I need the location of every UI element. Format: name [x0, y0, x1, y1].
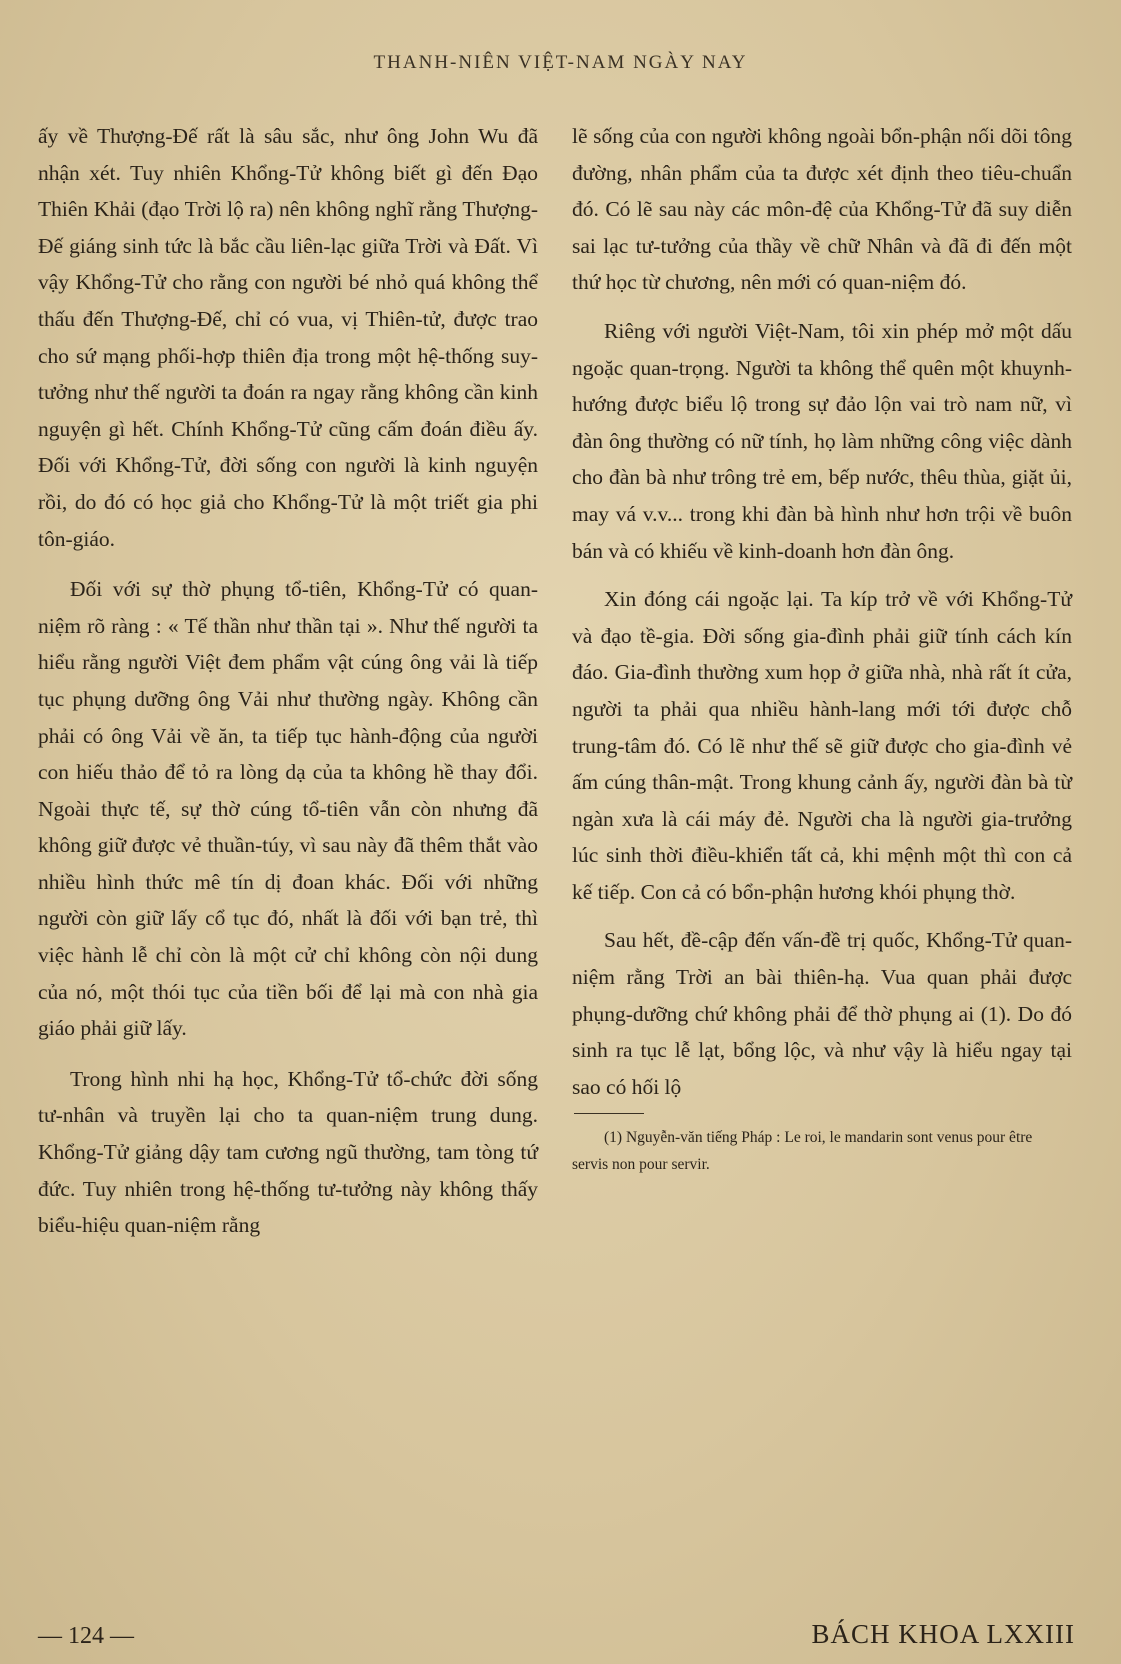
left-paragraph-1: ấy về Thượng-Đế rất là sâu sắc, như ông John Wu đã nhận xét. Tuy nhiên Khổng-Tử không biết gì đến Đạo Thiên Khải (đạo Trời lộ ra) nên không nghĩ rằng Thượng-Đế giáng sinh tức là bắc cầu liên-lạc giữa Trời và Đất. Vì vậy Khổng-Tử cho rằng con người bé nhỏ quá không thể thấu đến Thượng-Đế, chỉ có vua, vị Thiên-tử, được trao cho sứ mạng phối-hợp thiên địa trong một hệ-thống suy-tưởng như thế người ta đoán ra ngay rằng không cần kinh nguyện gì hết. Chính Khổng-Tử cũng cấm đoán điều ấy. Đối với Khổng-Tử, đời sống con người là kinh nguyện rồi, do đó có học giả cho Khổng-Tử là một triết gia phi tôn-giáo. [38, 124, 538, 551]
right-paragraph-1: lẽ sống của con người không ngoài bổn-phận nối dõi tông đường, nhân phẩm của ta được xét định theo tiêu-chuẩn đó. Có lẽ sau này các môn-đệ của Khổng-Tử đã suy diễn sai lạc tư-tưởng của thầy về chữ Nhân và đã đi đến một thứ học từ chương, nên mới có quan-niệm đó. [572, 124, 1072, 295]
running-head: THANH-NIÊN VIỆT-NAM NGÀY NAY [373, 52, 748, 73]
left-column [38, 118, 538, 1244]
right-paragraph-4: Sau hết, đề-cập đến vấn-đề trị quốc, Khổng-Tử quan-niệm rằng Trời an bài thiên-hạ. Vua quan phải được phụng-dưỡng chứ không phải để thờ phụng ai (1). Do đó sinh ra tục lễ lạt, bổng lộc, và như vậy là hiểu ngay tại sao có hối lộ [572, 928, 1072, 1099]
right-paragraph-2: Riêng với người Việt-Nam, tôi xin phép mở một dấu ngoặc quan-trọng. Người ta không thể quên một khuynh-hướng được biểu lộ trong sự đảo lộn vai trò nam nữ, vì đàn ông thường có nữ tính, họ làm những công việc dành cho đàn bà như trông trẻ em, bếp nước, thêu thùa, giặt ủi, may vá v.v... trong khi đàn bà hình như hơn trội về buôn bán và có khiếu về kinh-doanh hơn đàn ông. [572, 318, 1072, 563]
journal-name: BÁCH KHOA LXXIII [811, 1619, 1075, 1649]
right-paragraph-3: Xin đóng cái ngoặc lại. Ta kíp trở về với Khổng-Tử và đạo tề-gia. Đời sống gia-đình phải giữ tính cách kín đáo. Gia-đình thường xum họp ở giữa nhà, nhà rất ít cửa, người ta phải qua nhiều hành-lang mới tới được chỗ trung-tâm đó. Có lẽ như thế sẽ giữ được cho gia-đình vẻ ấm cúng thân-mật. Trong khung cảnh ấy, người đàn bà từ ngàn xưa là cái máy đẻ. Người cha là người gia-trưởng lúc sinh thời điều-khiển tất cả, khi mệnh một thì con cả kế tiếp. Con cả có bổn-phận hương khói phụng thờ. [572, 587, 1072, 904]
left-paragraph-3: Trong hình nhi hạ học, Khổng-Tử tổ-chức đời sống tư-nhân và truyền lại cho ta quan-niệm trung dung. Khổng-Tử giảng dậy tam cương ngũ thường, tam tòng tứ đức. Tuy nhiên trong hệ-thống tư-tưởng này không thấy biểu-hiệu quan-niệm rằng [38, 1066, 538, 1238]
footnote: (1) Nguyễn-văn tiếng Pháp : Le roi, le mandarin sont venus pour être servis non pour servir. [572, 1129, 1033, 1174]
right-column [572, 118, 1072, 1178]
left-paragraph-2: Đối với sự thờ phụng tổ-tiên, Khổng-Tử có quan-niệm rõ ràng : « Tế thần như thần tại ». Như thế người ta hiểu rằng người Việt đem phẩm vật cúng ông vải là tiếp tục phụng dưỡng ông Vải như thường ngày. Không cần phải có ông Vải về ăn, ta tiếp tục hành-động của người con hiếu thảo để tỏ ra lòng dạ của ta không hề thay đổi. Ngoài thực tế, sự thờ cúng tổ-tiên vẫn còn nhưng đã không giữ được vẻ thuần-túy, vì sau này đã thêm thắt vào nhiều hình thức mê tín dị đoan khác. Đối với những người còn giữ lấy cổ tục đó, nhất là đối với bạn trẻ, thì việc hành lễ chỉ còn là một cử chỉ không còn nội dung của nó, một thói tục của tiền bối để lại mà con nhà gia giáo phải giữ lấy. [38, 577, 538, 1041]
footnote-divider [574, 1113, 644, 1114]
page-number: — 124 — [38, 1623, 134, 1649]
